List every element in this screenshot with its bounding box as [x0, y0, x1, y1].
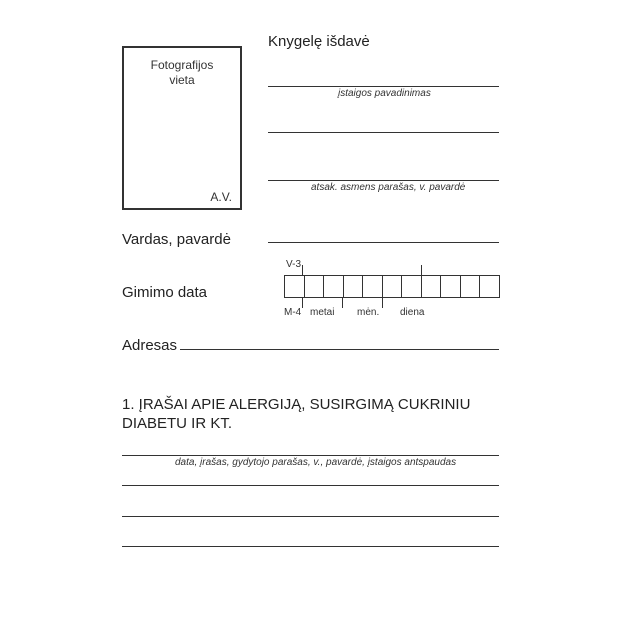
record-caption: data, įrašas, gydytojo parašas, v., pavardė, įstaigos antspaudas	[175, 457, 457, 468]
section-title-line2: DIABETU IR KT.	[122, 415, 233, 432]
digit-cell[interactable]	[305, 276, 325, 297]
digit-cell[interactable]	[363, 276, 383, 297]
record-line-1[interactable]	[122, 455, 499, 456]
record-line-3[interactable]	[122, 516, 499, 517]
institution-line-2[interactable]	[268, 132, 499, 133]
digit-cell[interactable]	[422, 276, 442, 297]
signature-line[interactable]	[268, 180, 499, 181]
address-label: Adresas	[122, 337, 178, 354]
signature-caption: atsak. asmens parašas, v. pavardė	[311, 182, 466, 193]
record-line-4[interactable]	[122, 546, 499, 547]
photo-label-line1: Fotografijos	[150, 58, 214, 72]
birth-tick-top-left	[302, 265, 303, 275]
digit-cell[interactable]	[402, 276, 422, 297]
institution-caption: įstaigos pavadinimas	[338, 88, 431, 99]
digit-cell[interactable]	[461, 276, 481, 297]
year-label: metai	[310, 307, 335, 318]
name-field-line[interactable]	[268, 242, 499, 243]
section-title-line1: 1. ĮRAŠAI APIE ALERGIJĄ, SUSIRGIMĄ CUKRINIU	[122, 396, 471, 413]
photo-label-line2: vieta	[169, 73, 195, 87]
birth-date-cells[interactable]	[284, 275, 500, 298]
birth-tick-top-right	[421, 265, 422, 275]
photo-label	[124, 58, 240, 88]
digit-cell[interactable]	[285, 276, 305, 297]
month-label: mėn.	[357, 307, 380, 318]
birth-tick-bottom-1	[302, 298, 303, 308]
photo-placeholder	[122, 46, 242, 210]
issued-heading: Knygelę išdavė	[268, 33, 370, 50]
digit-cell[interactable]	[480, 276, 499, 297]
birth-tick-bottom-2	[342, 298, 343, 308]
digit-cell[interactable]	[324, 276, 344, 297]
birth-code-bottom: M-4	[284, 307, 302, 318]
digit-cell[interactable]	[344, 276, 364, 297]
birth-label: Gimimo data	[122, 284, 208, 301]
day-label: diena	[400, 307, 425, 318]
institution-line[interactable]	[268, 86, 499, 87]
address-field-line[interactable]	[180, 349, 499, 350]
name-label: Vardas, pavardė	[122, 231, 231, 248]
digit-cell[interactable]	[441, 276, 461, 297]
birth-tick-bottom-3	[382, 298, 383, 308]
digit-cell[interactable]	[383, 276, 403, 297]
record-line-2[interactable]	[122, 485, 499, 486]
stamp-place-label: A.V.	[210, 190, 232, 204]
birth-code-top: V-3	[286, 259, 302, 270]
section-title	[122, 395, 470, 433]
